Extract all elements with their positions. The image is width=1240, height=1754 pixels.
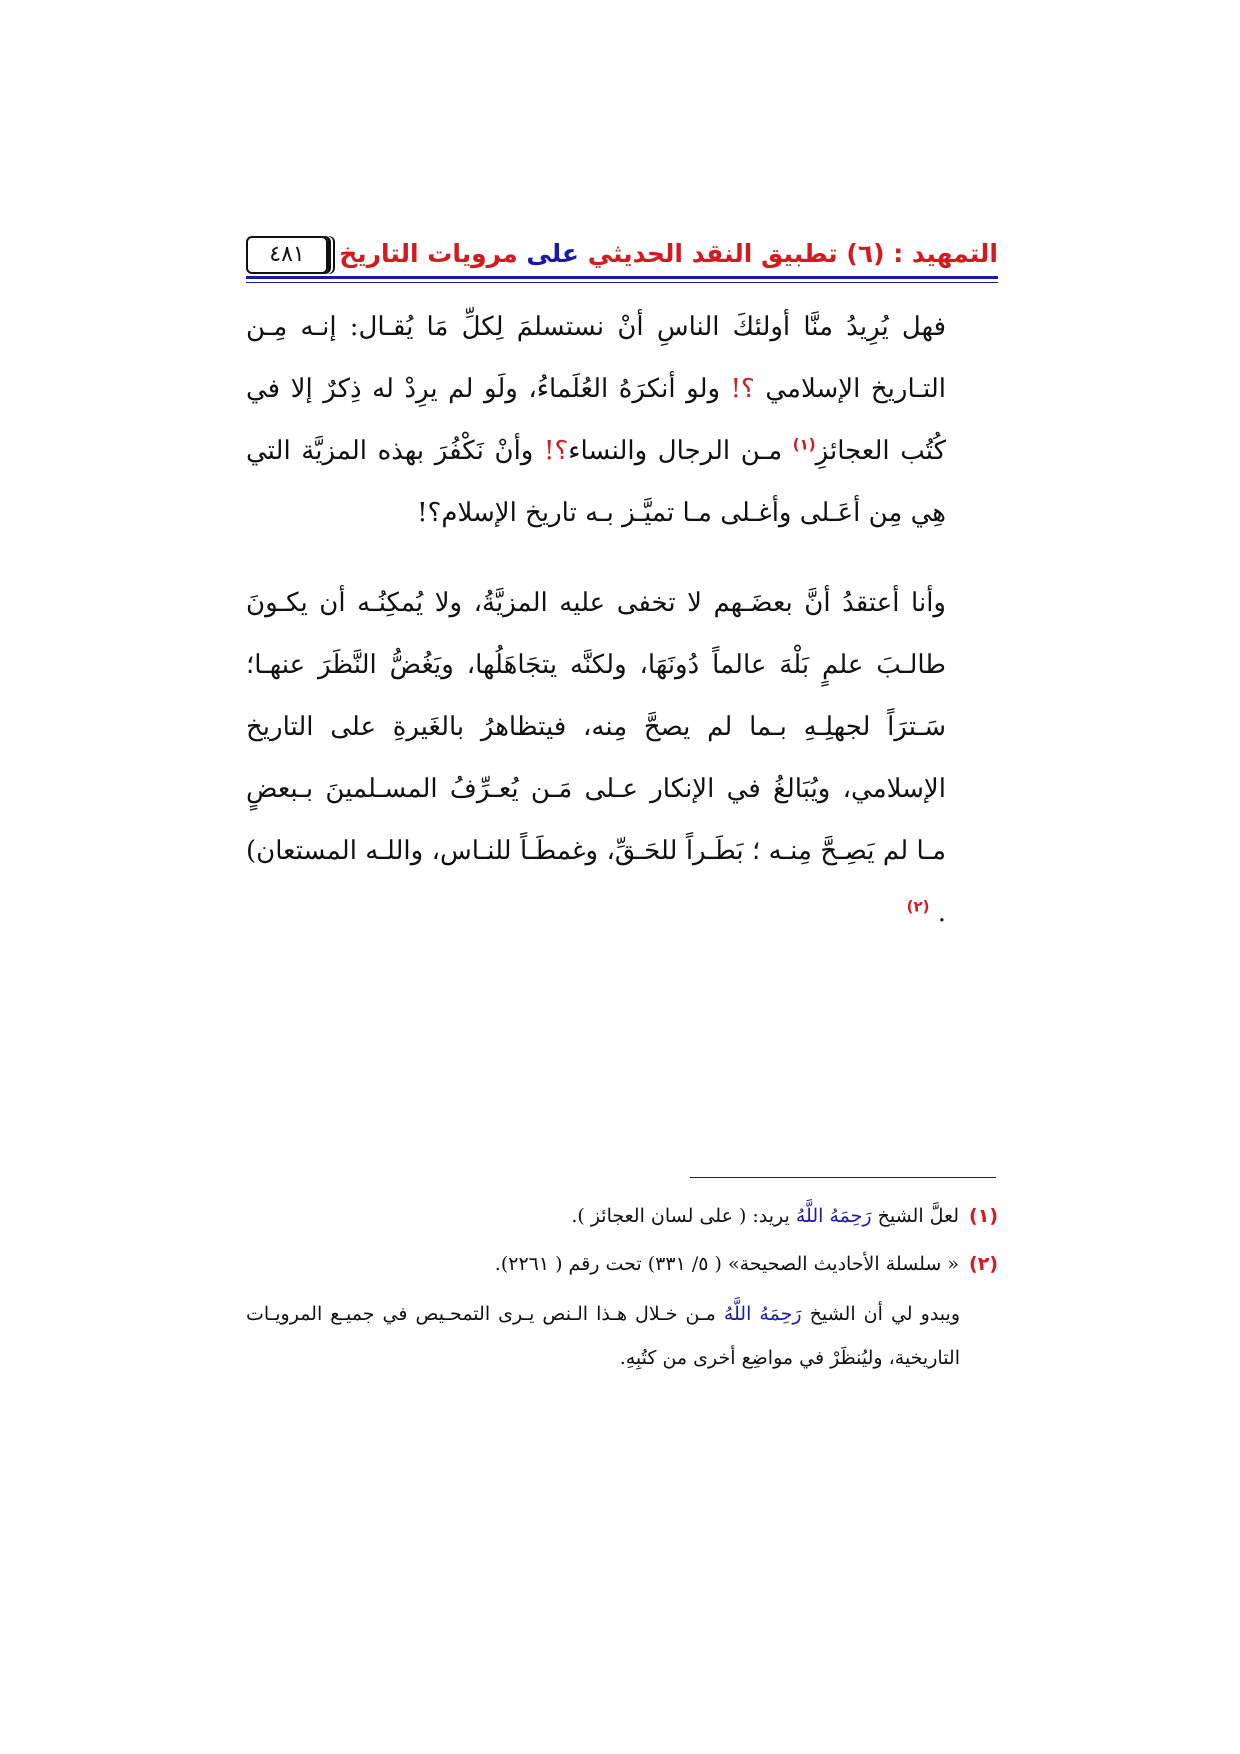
footnote-extra-honorific: رَحِمَهُ اللَّهُ	[723, 1303, 802, 1325]
p2-text: وأنا أعتقدُ أنَّ بعضَـهم لا تخفى عليه المزيَّةُ، ولا يُمكِنُـه أن يكـونَ طالـبَ علمٍ بَلْهَ عالماً دُونَهَا، ولكنَّه يتجَاهَلُها، ويَغُضُّ النَّظَرَ عنهـا؛ سَـترَاً لجهلِـهِ بـما لم يصحَّ مِنه، فيتظاهرُ بالغَيرةِ على التاريخ الإسلامي، ويُبَالغُ في الإنكار عـلى مَـن يُعـرِّفُ المسـلمينَ بـبعضٍ مـا لم يَصِـحَّ مِنـه ؛ بَطَـراً للحَـقِّ، وغمطَـاً للنـاس، واللـه المستعان) .	[246, 588, 946, 928]
footnote-1-text-b: يريد: ( على لسان العجائز ).	[571, 1205, 796, 1227]
footnote-2-text: « سلسلة الأحاديث الصحيحة» ( ٥/ ٣٣١) تحت رقم ( ٢٢٦١).	[494, 1253, 960, 1275]
main-text	[246, 296, 998, 944]
header-title-part3: مرويات التاريخ	[339, 239, 527, 268]
footnote-1-honorific: رَحِمَهُ اللَّهُ	[795, 1205, 872, 1227]
footnotes	[246, 1192, 998, 1380]
header-title-part2: على	[526, 239, 579, 268]
p1-text-3: مـن الرجال والنساء	[568, 436, 793, 466]
paragraph-2	[246, 572, 998, 944]
footnote-1	[246, 1192, 998, 1240]
p1-text-2: ولو أنكرَهُ العُلَماءُ، ولَو لم يرِدْ له ذِكرٌ إلا في كُتُب العجائزِ	[246, 374, 947, 466]
footnote-1-text-a: لعلَّ الشيخ	[871, 1205, 960, 1227]
paragraph-1	[246, 296, 998, 544]
running-header	[246, 234, 998, 274]
p1-punct-1: ؟!	[730, 374, 755, 404]
footnote-extra-text-a: ويبدو لي أن الشيخ	[801, 1303, 960, 1325]
header-title-part1: التمهيد : (٦) تطبيق النقد الحديثي	[579, 239, 998, 268]
footnote-separator	[690, 1177, 996, 1178]
footnote-1-number: (١)	[969, 1205, 998, 1227]
p1-punct-2: ؟!	[544, 436, 569, 466]
header-divider	[246, 276, 998, 279]
footnote-2-continuation	[246, 1292, 998, 1380]
page-number: ٤٨١	[246, 236, 328, 274]
footnote-ref-1[interactable]: (١)	[792, 435, 816, 454]
p1-text-1: فهل يُرِيدُ منَّا أولئكَ الناسِ أنْ نستسلمَ لِكلِّ مَا يُقـال: إنـه مِـن التـاريخ الإسلامي	[246, 312, 946, 404]
header-title	[339, 234, 998, 274]
p1-text-4: وأنْ نَكْفُرَ بهذه المزيَّة التي هِي مِن أعَـلى وأغـلى مـا تميَّـز بـه تاريخ الإسلام؟!	[246, 436, 946, 528]
header-divider-thin	[246, 282, 998, 283]
footnote-2	[246, 1240, 998, 1288]
footnote-extra-text-b: مـن خـلال هـذا الـنص يـرى التمحـيص في جميـع المرويـات التاريخية، وليُنظَرْ في مواضِع أخرى من كتُبِهِ.	[246, 1303, 960, 1369]
footnote-ref-2[interactable]: (٢)	[906, 897, 930, 916]
footnote-2-number: (٢)	[969, 1253, 998, 1275]
